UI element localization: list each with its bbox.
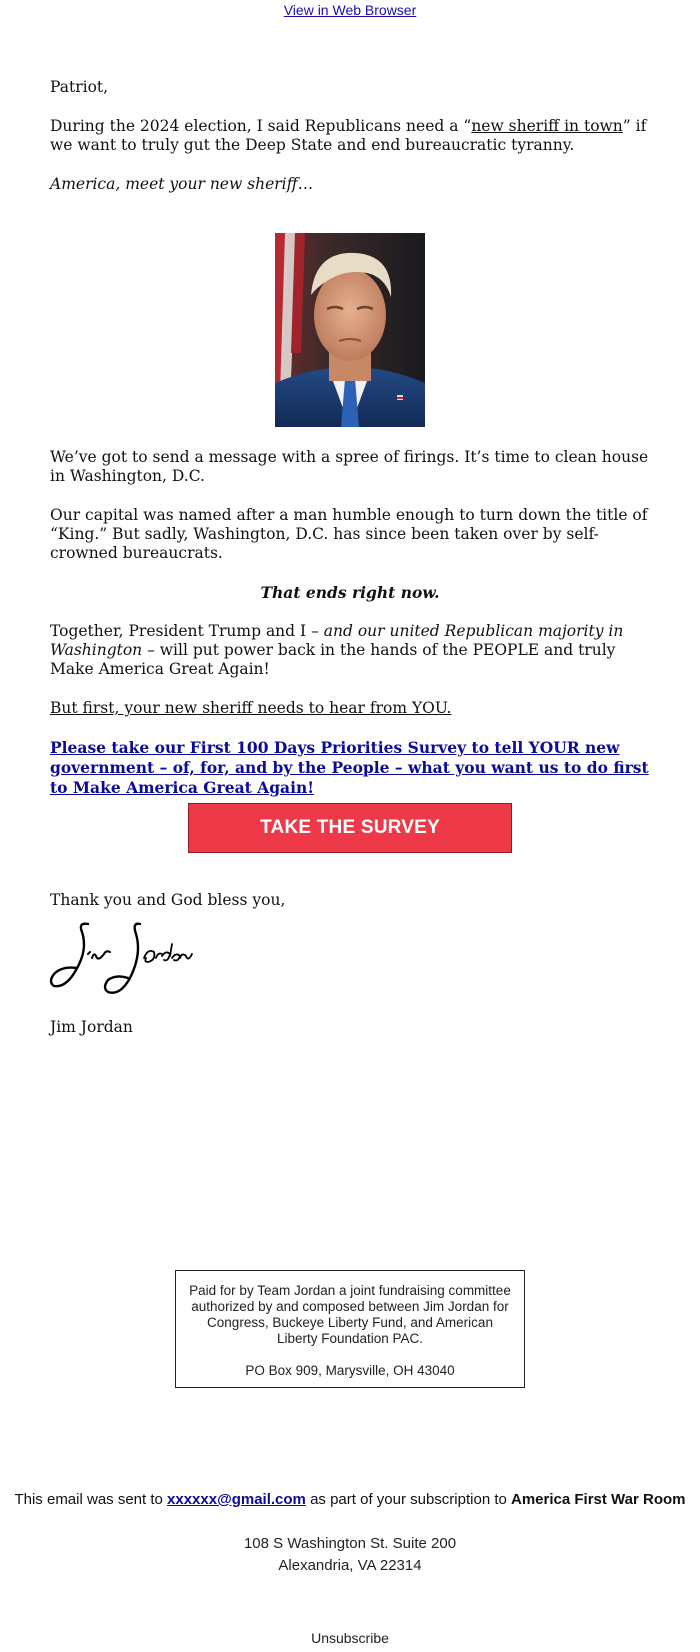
recipient-email-link[interactable]: xxxxxx@gmail.com: [167, 1491, 306, 1508]
list-name: America First War Room: [511, 1491, 686, 1508]
paid-for-disclaimer: [175, 1270, 525, 1388]
signature: [48, 918, 208, 1000]
closing-line: Thank you and God bless you,: [50, 891, 286, 909]
footer-address-line1: 108 S Washington St. Suite 200: [243, 1535, 457, 1552]
unsubscribe-link[interactable]: Unsubscribe: [311, 1630, 389, 1646]
paragraph-election: [50, 117, 650, 155]
portrait-image: [275, 233, 425, 427]
paragraph-capital: Our capital was named after a man humble enough to turn down the title of “King.” But sadly, Washington, D.C. has since been taken over by self-crowned bureaucrats.: [50, 506, 648, 562]
sent-prefix: This email was sent to: [14, 1491, 168, 1508]
footer-address: [0, 1533, 700, 1577]
p1-text-before: During the 2024 election, I said Republicans need a “: [50, 117, 472, 135]
paragraph-ends-now: That ends right now.: [260, 583, 440, 602]
new-sheriff-phrase: new sheriff in town: [471, 117, 623, 135]
handwritten-signature-image: [48, 918, 208, 1000]
disclaimer-address: PO Box 909, Marysville, OH 43040: [245, 1363, 455, 1378]
p1-text-after: ” if we want to truly gut the Deep State and end bureaucratic tyranny.: [50, 117, 647, 154]
take-survey-button[interactable]: TAKE THE SURVEY: [188, 803, 512, 853]
paragraph-hear-from-you: But first, your new sheriff needs to hear from YOU.: [50, 699, 452, 717]
portrait-photo: [275, 233, 425, 427]
p6-italic-text: and our united Republican majority in Washington: [50, 622, 624, 659]
footer-subscription-notice: [0, 1491, 700, 1508]
view-in-browser-link[interactable]: View in Web Browser: [283, 2, 417, 18]
letter-body: [50, 78, 650, 798]
sent-middle: as part of your subscription to: [305, 1491, 512, 1508]
paragraph-together: [50, 622, 650, 679]
greeting: Patriot,: [50, 78, 109, 96]
disclaimer-text: Paid for by Team Jordan a joint fundraising committee authorized by and composed between Jim Jordan for Congress, Buckeye Liberty Fund, and American Liberty Foundation PAC.: [189, 1283, 511, 1346]
footer-address-line2: Alexandria, VA 22314: [278, 1557, 422, 1574]
signer-name: Jim Jordan: [50, 1018, 133, 1036]
p6-text-after: – will put power back in the hands of the PEOPLE and truly Make America Great Again!: [50, 641, 616, 678]
survey-text-link[interactable]: Please take our First 100 Days Priorities Survey to tell YOUR new government – of, for, and by the People – what you want us to do first to Make America Great Again!: [50, 738, 649, 797]
meet-sheriff-text: America, meet your new sheriff…: [50, 175, 314, 193]
paragraph-firings: We’ve got to send a message with a spree of firings. It’s time to clean house in Washington, D.C.: [50, 448, 649, 485]
p6-text-before: Together, President Trump and I –: [50, 622, 324, 640]
top-bar: [0, 2, 700, 18]
paragraph-meet-sheriff: [50, 175, 650, 194]
